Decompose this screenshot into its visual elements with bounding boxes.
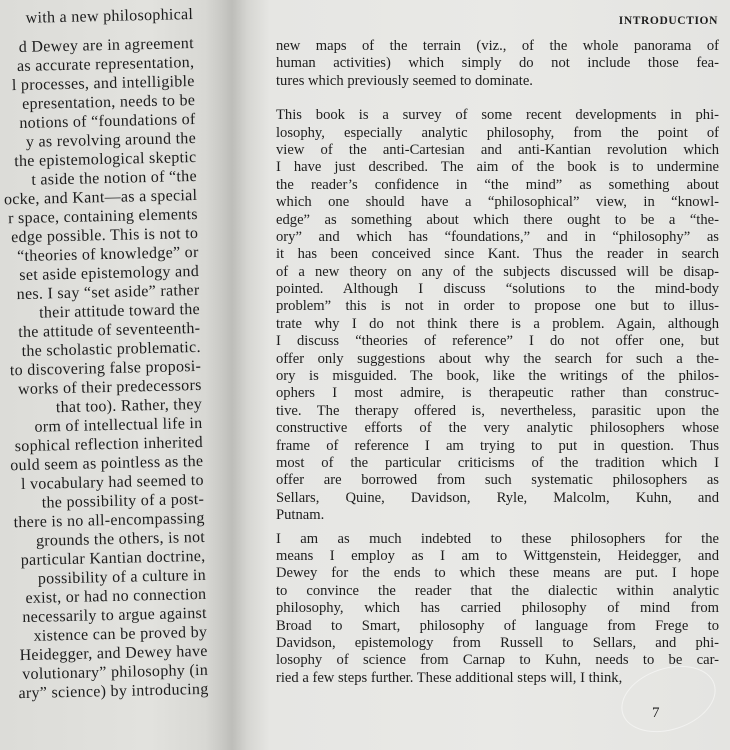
text-line: view of the anti-Cartesian and anti-Kantian revolution which — [276, 141, 719, 158]
text-line: of a new theory on any of the subjects discussed will be disap- — [276, 263, 719, 280]
paragraph — [276, 531, 719, 688]
text-line: Sellars, Quine, Davidson, Ryle, Malcolm, Kuhn, and — [276, 489, 719, 506]
page-number: 7 — [652, 705, 660, 721]
text-line: tive. The therapy offered is, nevertheless, parasitic upon the — [276, 402, 719, 419]
text-line: I have just described. The aim of the book is to undermine — [276, 159, 719, 176]
text-line: orm of intellectual life in — [34, 414, 203, 436]
text-line: philosophy, which has carried philosophy of mind from — [276, 600, 719, 617]
right-page-text — [276, 38, 719, 687]
text-line: human activities) which simply do not include those fea- — [276, 55, 719, 72]
text-line: the reader’s confidence in “the mind” as something about — [276, 176, 719, 193]
text-line: losophy, especially analytic philosophy, from the point of — [276, 124, 719, 141]
text-line: as accurate representation, — [16, 53, 195, 76]
text-line: edge possible. This is not to — [10, 224, 199, 247]
text-line: with a new philosophical — [25, 5, 194, 27]
text-line: their attitude toward the — [38, 300, 201, 322]
text-line: d Dewey are in agreement — [18, 34, 195, 56]
text-line: there is no all-encompassing — [13, 509, 205, 532]
text-line: tures which previously seemed to dominate. — [276, 72, 533, 89]
text-line: This book is a survey of some recent developments in phi- — [276, 107, 719, 124]
text-line: grounds the others, is not — [35, 528, 206, 550]
text-line: exist, or had no connection — [25, 585, 207, 607]
text-line: ory” and which has “foundations,” and in “philosophy” as — [276, 228, 719, 245]
text-line: ory is misguided. The book, like the writings of the philos- — [276, 368, 719, 385]
text-line: xistence can be proved by — [33, 623, 208, 645]
text-line: Putnam. — [276, 507, 325, 524]
text-line: edge” as something about which there ought to be a “the- — [276, 211, 719, 228]
text-line: constructive efforts of the very analytic philosophers whose — [276, 420, 719, 437]
text-line: frame of reference I am trying to put in question. Thus — [276, 437, 719, 454]
text-line: Heidegger, and Dewey have — [19, 642, 208, 665]
text-line: particular Kantian doctrine, — [20, 547, 206, 570]
left-page — [0, 0, 215, 750]
text-line: ocke, and Kant—as a special — [3, 186, 198, 209]
text-line: notions of “foundations of — [19, 110, 196, 132]
text-line: set aside epistemology and — [19, 262, 200, 285]
text-line: it has been conceived since Kant. Thus the reader in search — [276, 246, 719, 263]
text-line: trate why I do not think there is a problem. Again, although — [276, 315, 719, 332]
text-line: problem” this is not in order to propose one but to illus- — [276, 298, 719, 315]
text-line: epresentation, needs to be — [21, 91, 196, 113]
text-line: Dewey for the ends to which these means are put. I hope — [276, 565, 719, 582]
text-line: I am as much indebted to these philosophers for the — [276, 530, 719, 547]
text-line: ried a few steps further. These additional steps will, I think, — [276, 669, 623, 686]
text-line: necessarily to argue against — [22, 604, 207, 627]
text-line: “theories of knowledge” or — [16, 243, 199, 266]
text-line: means I employ as I am to Wittgenstein, Heidegger, and — [276, 547, 719, 564]
text-line: the epistemological skeptic — [14, 148, 197, 171]
text-line: which one should have a “philosophical” view, in “knowl- — [276, 194, 719, 211]
text-line: offer only suggestions about why the search for such a the- — [276, 350, 719, 367]
text-line: ould seem as pointless as the — [10, 452, 204, 475]
text-line: that too). Rather, they — [55, 395, 203, 417]
text-line: pointed. Although I discuss “solutions to the mind-body — [276, 281, 719, 298]
text-line: the attitude of seventeenth- — [18, 319, 201, 342]
text-line: Broad to Smart, philosophy of language from Frege to — [276, 617, 719, 634]
text-line: ophers I most admire, is therapeutic rather than construc- — [276, 385, 719, 402]
text-line: the scholastic problematic. — [21, 338, 201, 360]
paragraph — [276, 107, 719, 524]
paragraph-gap — [276, 90, 719, 107]
text-line: most of the particular criticisms of the tradition which I — [276, 454, 719, 471]
paragraph — [276, 38, 719, 90]
text-line: r space, containing elements — [7, 205, 198, 228]
text-line: the possibility of a post- — [41, 490, 205, 512]
text-line: losophy of science from Carnap to Kuhn, needs to be car- — [276, 652, 719, 669]
text-line: new maps of the terrain (viz., of the whole panorama of — [276, 38, 719, 54]
text-line: t aside the notion of “the — [31, 167, 198, 189]
text-line: to convince the reader that the dialectic within analytic — [276, 582, 719, 599]
text-line: Davidson, epistemology from Russell to Sellars, and phi- — [276, 634, 719, 651]
text-line: l vocabulary had seemed to — [20, 471, 204, 494]
text-line: possibility of a culture in — [37, 566, 207, 588]
text-line: nes. I say “set aside” rather — [16, 281, 200, 304]
left-page-text — [0, 5, 209, 705]
text-line: ary” science) by introducing — [18, 680, 209, 703]
text-line: l processes, and intelligible — [11, 72, 195, 95]
text-line: y as revolving around the — [25, 129, 197, 151]
text-line: sophical reflection inherited — [14, 433, 204, 456]
text-line: I discuss “theories of reference” I do not offer one, but — [276, 333, 719, 350]
text-line: works of their predecessors — [17, 376, 202, 399]
right-page — [250, 0, 730, 750]
text-line: volutionary” philosophy (in — [22, 661, 209, 684]
running-head: INTRODUCTION — [618, 15, 718, 27]
text-line: offer are borrowed from such systematic philosophers as — [276, 472, 719, 489]
text-line: to discovering false proposi- — [9, 357, 202, 380]
